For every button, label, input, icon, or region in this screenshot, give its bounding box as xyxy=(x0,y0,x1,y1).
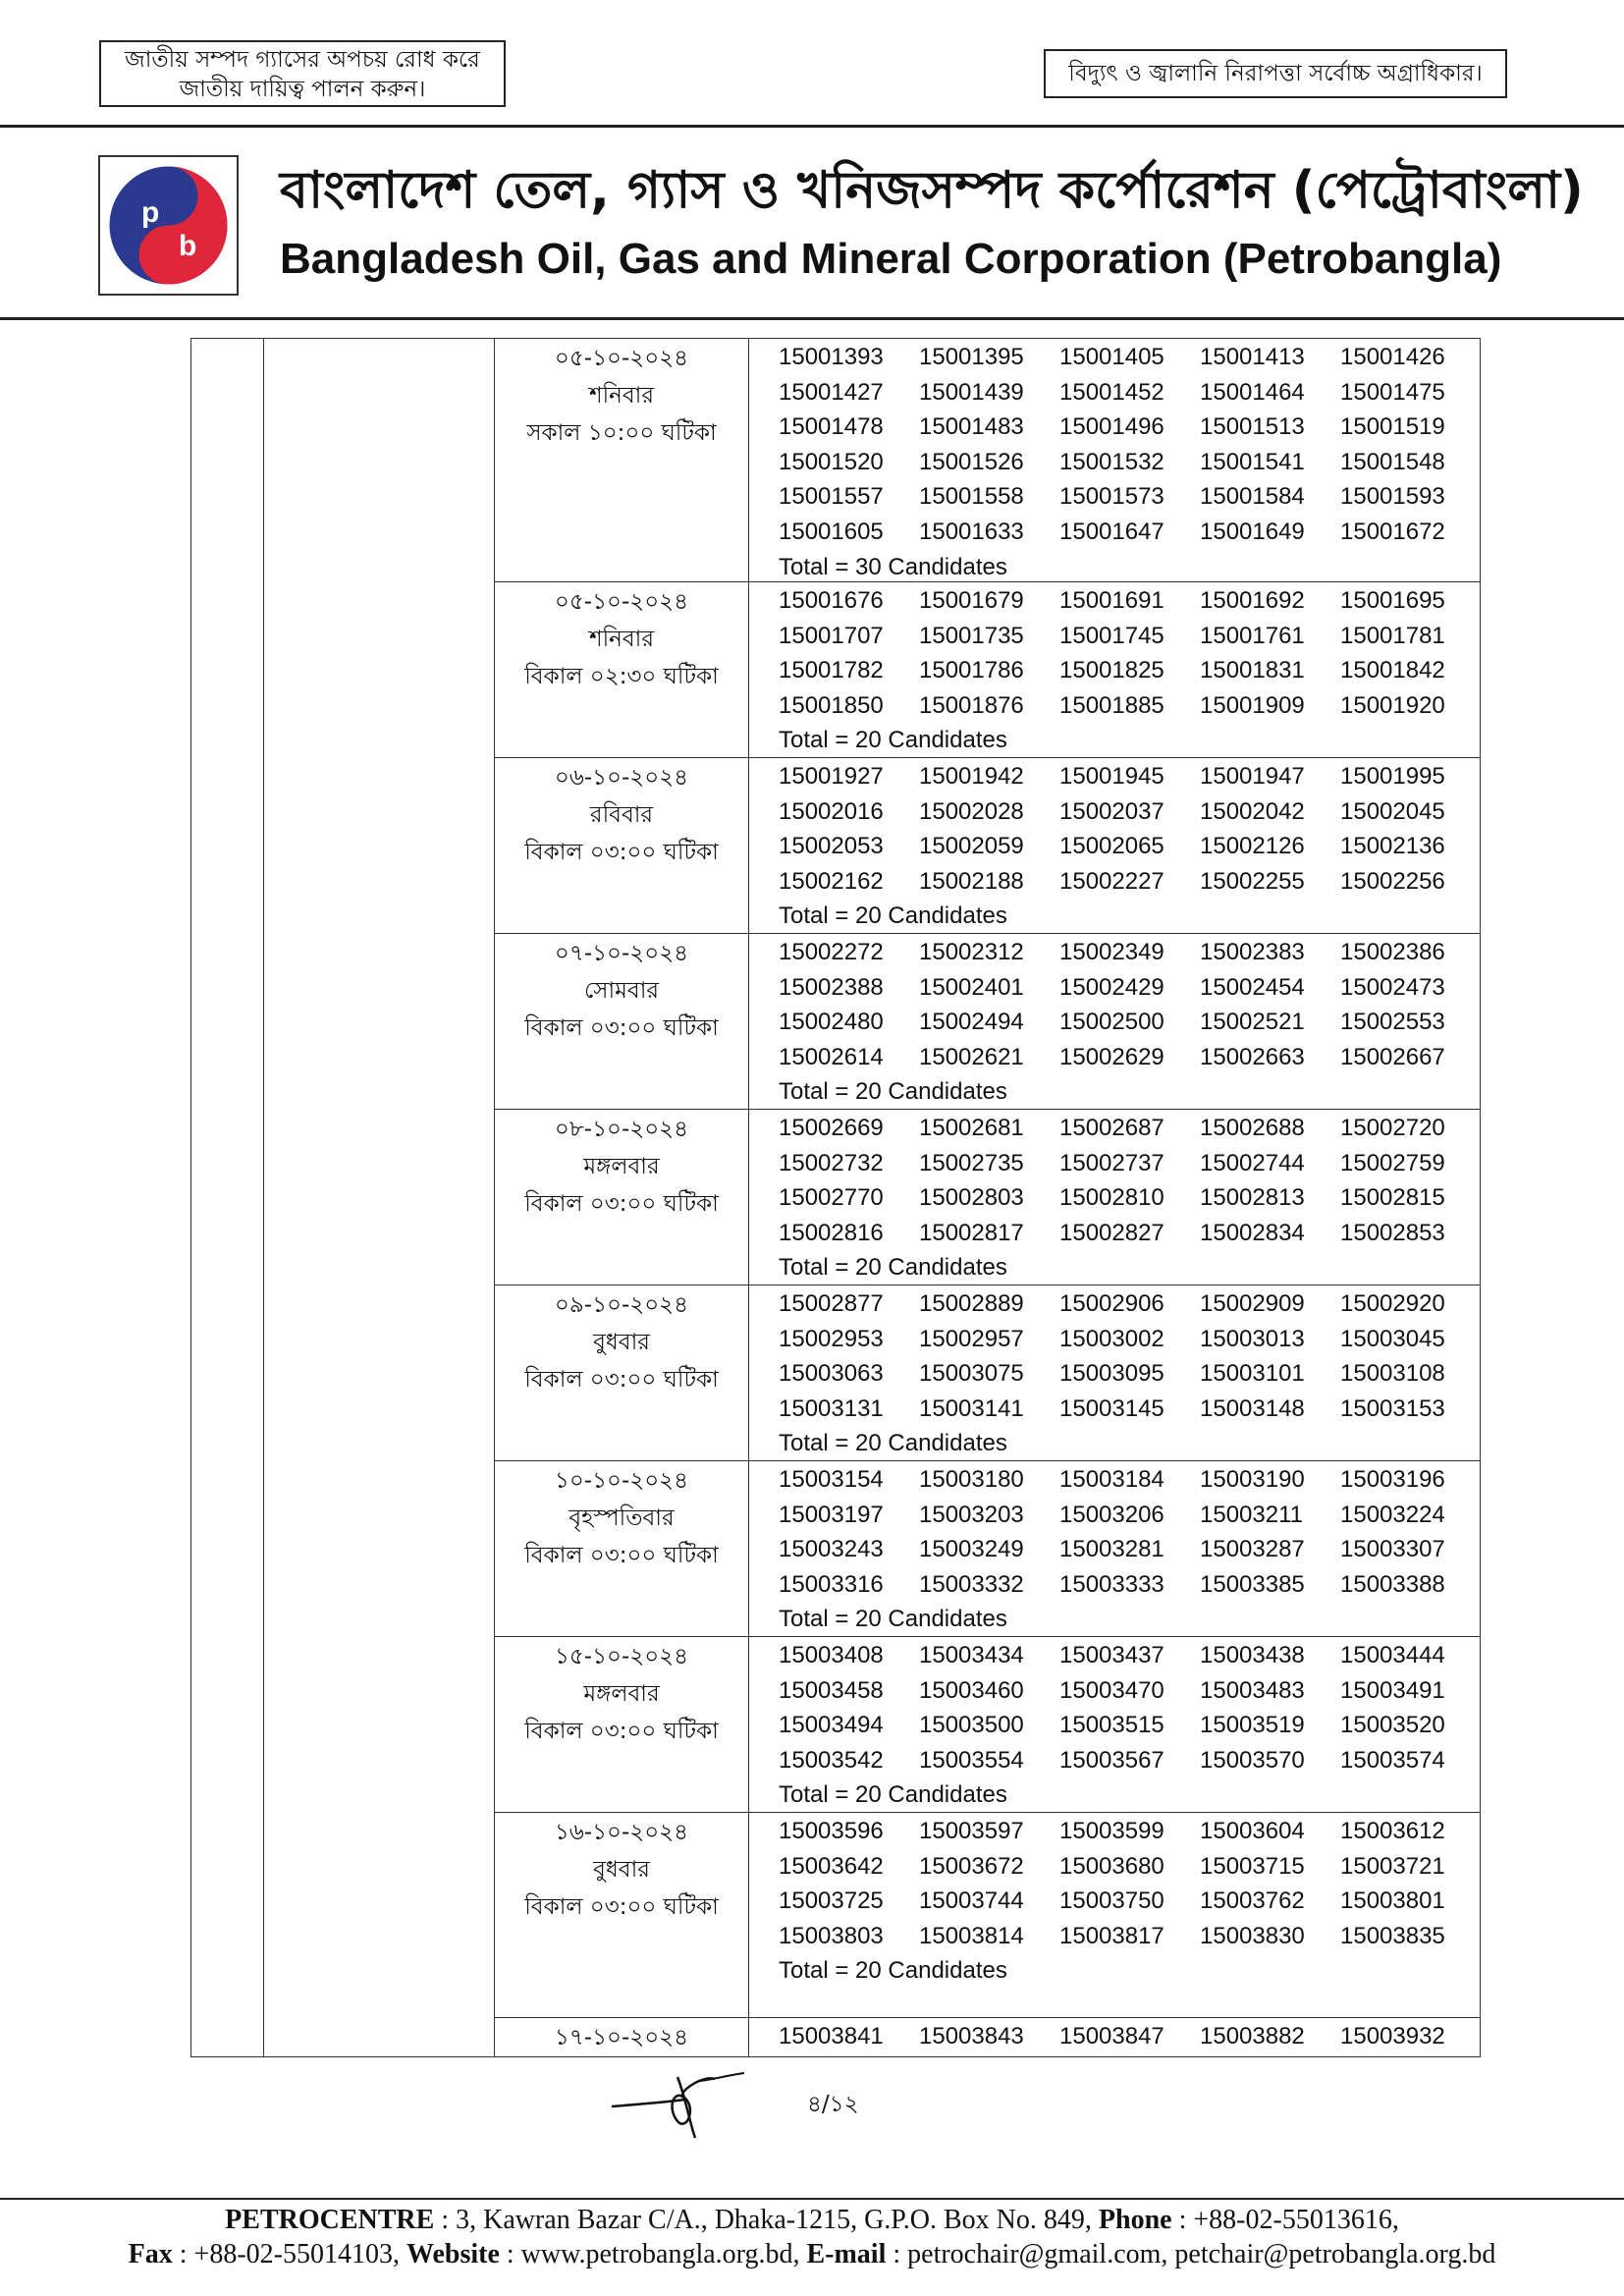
table-column-divider xyxy=(748,338,749,2057)
roll-number: 15002429 xyxy=(1059,973,1164,1001)
roll-number: 15003211 xyxy=(1200,1501,1303,1528)
schedule-date: ০৯-১০-২০২৪ xyxy=(554,1292,689,1318)
footer-phone: : +88-02-55013616, xyxy=(1171,2205,1399,2235)
roll-number: 15003206 xyxy=(1059,1501,1164,1528)
roll-number: 15003197 xyxy=(779,1501,884,1528)
roll-number: 15003385 xyxy=(1200,1570,1305,1598)
roll-number: 15002853 xyxy=(1340,1219,1445,1246)
roll-number: 15001395 xyxy=(919,344,1024,370)
roll-number: 15001426 xyxy=(1340,344,1445,370)
roll-number: 15002454 xyxy=(1200,973,1305,1001)
schedule-row-divider xyxy=(494,2017,1481,2018)
roll-number: 15003249 xyxy=(919,1536,1024,1563)
roll-number: 15001593 xyxy=(1340,483,1445,511)
roll-number: 15003721 xyxy=(1340,1852,1445,1880)
roll-number: 15003145 xyxy=(1059,1394,1164,1422)
roll-number: 15002669 xyxy=(779,1115,884,1141)
roll-number: 15001519 xyxy=(1340,413,1445,441)
roll-number: 15002813 xyxy=(1200,1184,1305,1212)
roll-number: 15001842 xyxy=(1340,657,1445,684)
schedule-day: বুধবার xyxy=(593,1330,650,1355)
schedule-day: বুধবার xyxy=(593,1857,650,1883)
roll-number: 15002126 xyxy=(1200,833,1305,860)
schedule-date-cell xyxy=(495,2019,748,2056)
roll-number: 15001647 xyxy=(1059,519,1164,545)
roll-number: 15001831 xyxy=(1200,657,1305,684)
roll-number: 15001695 xyxy=(1340,587,1445,614)
candidate-total: Total = 20 Candidates xyxy=(779,1430,1007,1457)
roll-number: 15003045 xyxy=(1340,1325,1445,1352)
roll-number: 15002759 xyxy=(1340,1149,1445,1176)
roll-number: 15001584 xyxy=(1200,483,1305,511)
schedule-row-divider xyxy=(494,933,1481,934)
roll-number: 15001995 xyxy=(1340,763,1445,790)
schedule-time: বিকাল ০৩:০০ ঘটিকা xyxy=(524,1015,719,1041)
schedule-date-cell xyxy=(495,1814,748,1926)
roll-number: 15003108 xyxy=(1340,1360,1445,1388)
roll-number: 15003567 xyxy=(1059,1746,1164,1774)
roll-number: 15002386 xyxy=(1340,939,1445,965)
roll-number: 15003830 xyxy=(1200,1922,1305,1949)
roll-number: 15003715 xyxy=(1200,1852,1305,1880)
roll-number: 15002494 xyxy=(919,1009,1024,1036)
roll-number: 15003672 xyxy=(919,1852,1024,1880)
page-number: ৪/১২ xyxy=(807,2092,859,2117)
roll-number: 15002059 xyxy=(919,833,1024,860)
roll-number: 15001876 xyxy=(919,691,1024,719)
schedule-row-divider xyxy=(494,581,1481,582)
schedule-date: ১০-১০-২০২৪ xyxy=(554,1468,689,1494)
roll-number: 15003458 xyxy=(779,1676,884,1704)
roll-number: 15002803 xyxy=(919,1184,1024,1212)
schedule-time: সকাল ১০:০০ ঘটিকা xyxy=(526,420,717,446)
roll-number: 15001605 xyxy=(779,519,884,545)
roll-number: 15003203 xyxy=(919,1501,1024,1528)
roll-number: 15001692 xyxy=(1200,587,1305,614)
roll-number: 15002953 xyxy=(779,1325,884,1352)
slogan-box-left xyxy=(99,40,506,107)
footer-website: : www.petrobangla.org.bd, xyxy=(499,2239,807,2269)
roll-number: 15003519 xyxy=(1200,1712,1305,1739)
roll-number: 15002770 xyxy=(779,1184,884,1212)
roll-number: 15002388 xyxy=(779,973,884,1001)
roll-number: 15003002 xyxy=(1059,1325,1164,1352)
roll-number: 15003574 xyxy=(1340,1746,1445,1774)
roll-number: 15003095 xyxy=(1059,1360,1164,1388)
schedule-row-divider xyxy=(494,1460,1481,1461)
roll-number: 15001782 xyxy=(779,657,884,684)
org-name-english: Bangladesh Oil, Gas and Mineral Corporation (Petrobangla) xyxy=(280,235,1502,283)
footer-website-label: Website xyxy=(406,2239,500,2269)
schedule-time: বিকাল ০৩:০০ ঘটিকা xyxy=(524,1367,719,1393)
svg-text:b: b xyxy=(179,230,197,262)
roll-number: 15003332 xyxy=(919,1570,1024,1598)
roll-number: 15002810 xyxy=(1059,1184,1164,1212)
org-name-bangla: বাংলাদেশ তেল, গ্যাস ও খনিজসম্পদ কর্পোরেশন (পেট্রোবাংলা) xyxy=(280,161,1584,220)
roll-number: 15002687 xyxy=(1059,1115,1164,1141)
candidate-total: Total = 20 Candidates xyxy=(779,1078,1007,1106)
schedule-date-cell xyxy=(495,759,748,871)
roll-number: 15003801 xyxy=(1340,1887,1445,1915)
roll-number: 15002629 xyxy=(1059,1043,1164,1070)
schedule-day: বৃহস্পতিবার xyxy=(568,1505,675,1531)
roll-number: 15003612 xyxy=(1340,1818,1445,1844)
header-divider-top xyxy=(0,125,1624,128)
roll-number: 15001439 xyxy=(919,378,1024,406)
petrobangla-logo-icon xyxy=(100,157,237,294)
schedule-date: ০৫-১০-২০২৪ xyxy=(554,589,689,615)
roll-number: 15001558 xyxy=(919,483,1024,511)
schedule-date: ১৬-১০-২০২৪ xyxy=(554,1820,689,1845)
roll-number: 15002016 xyxy=(779,797,884,825)
roll-number: 15002614 xyxy=(779,1043,884,1070)
roll-number: 15001945 xyxy=(1059,763,1164,790)
roll-number: 15002889 xyxy=(919,1290,1024,1317)
roll-number: 15002827 xyxy=(1059,1219,1164,1246)
roll-number: 15003141 xyxy=(919,1394,1024,1422)
roll-number: 15003843 xyxy=(919,2023,1024,2050)
roll-number: 15003542 xyxy=(779,1746,884,1774)
roll-number: 15003287 xyxy=(1200,1536,1305,1563)
roll-number: 15002957 xyxy=(919,1325,1024,1352)
roll-number: 15002732 xyxy=(779,1149,884,1176)
roll-number: 15001548 xyxy=(1340,448,1445,475)
roll-number: 15003750 xyxy=(1059,1887,1164,1915)
roll-number: 15003307 xyxy=(1340,1536,1445,1563)
roll-number: 15001885 xyxy=(1059,691,1164,719)
candidate-total: Total = 20 Candidates xyxy=(779,1606,1007,1633)
signature-icon xyxy=(607,2067,754,2146)
roll-number: 15003438 xyxy=(1200,1642,1305,1668)
roll-number: 15003224 xyxy=(1340,1501,1445,1528)
slogan-left-line2: জাতীয় দায়িত্ব পালন করুন। xyxy=(179,77,426,102)
schedule-time: বিকাল ০৩:০০ ঘটিকা xyxy=(524,840,719,865)
roll-number: 15002256 xyxy=(1340,867,1445,895)
roll-number: 15002401 xyxy=(919,973,1024,1001)
roll-number: 15003075 xyxy=(919,1360,1024,1388)
roll-number: 15001761 xyxy=(1200,622,1305,649)
roll-number: 15003148 xyxy=(1200,1394,1305,1422)
candidate-total: Total = 20 Candidates xyxy=(779,1254,1007,1282)
roll-number: 15003882 xyxy=(1200,2023,1305,2050)
roll-number: 15001927 xyxy=(779,763,884,790)
roll-number: 15001452 xyxy=(1059,378,1164,406)
svg-text:p: p xyxy=(141,196,160,229)
roll-number: 15003101 xyxy=(1200,1360,1305,1388)
schedule-date-cell xyxy=(495,1462,748,1574)
footer-fax-label: Fax xyxy=(128,2239,173,2269)
roll-number: 15001526 xyxy=(919,448,1024,475)
roll-number: 15002162 xyxy=(779,867,884,895)
roll-number: 15001942 xyxy=(919,763,1024,790)
roll-number: 15002042 xyxy=(1200,797,1305,825)
roll-number: 15002553 xyxy=(1340,1009,1445,1036)
roll-number: 15002480 xyxy=(779,1009,884,1036)
roll-number: 15001405 xyxy=(1059,344,1164,370)
roll-number: 15003243 xyxy=(779,1536,884,1563)
roll-number: 15003491 xyxy=(1340,1676,1445,1704)
logo-frame xyxy=(98,155,239,296)
roll-number: 15001649 xyxy=(1200,519,1305,545)
roll-number: 15003725 xyxy=(779,1887,884,1915)
roll-number: 15002188 xyxy=(919,867,1024,895)
roll-number: 15002053 xyxy=(779,833,884,860)
candidate-total: Total = 30 Candidates xyxy=(779,553,1007,580)
roll-number: 15003444 xyxy=(1340,1642,1445,1668)
schedule-day: সোমবার xyxy=(583,978,660,1004)
roll-number: 15003408 xyxy=(779,1642,884,1668)
roll-number: 15001691 xyxy=(1059,587,1164,614)
roll-number: 15003333 xyxy=(1059,1570,1164,1598)
roll-number: 15003388 xyxy=(1340,1570,1445,1598)
roll-number: 15001633 xyxy=(919,519,1024,545)
schedule-date: ১৫-১০-২০২৪ xyxy=(554,1644,689,1669)
roll-number: 15003013 xyxy=(1200,1325,1305,1352)
roll-number: 15002909 xyxy=(1200,1290,1305,1317)
roll-number: 15001393 xyxy=(779,344,884,370)
roll-number: 15003131 xyxy=(779,1394,884,1422)
roll-number: 15001825 xyxy=(1059,657,1164,684)
roll-number: 15002045 xyxy=(1340,797,1445,825)
roll-number: 15001909 xyxy=(1200,691,1305,719)
roll-number: 15002065 xyxy=(1059,833,1164,860)
roll-number: 15001679 xyxy=(919,587,1024,614)
roll-number: 15001850 xyxy=(779,691,884,719)
footer-divider xyxy=(0,2198,1624,2200)
roll-number: 15002817 xyxy=(919,1219,1024,1246)
roll-number: 15001573 xyxy=(1059,483,1164,511)
roll-number: 15001532 xyxy=(1059,448,1164,475)
roll-number: 15002720 xyxy=(1340,1115,1445,1141)
schedule-date-cell xyxy=(495,583,748,695)
roll-number: 15002255 xyxy=(1200,867,1305,895)
footer-phone-label: Phone xyxy=(1098,2205,1172,2235)
roll-number: 15002906 xyxy=(1059,1290,1164,1317)
roll-number: 15001735 xyxy=(919,622,1024,649)
roll-number: 15003190 xyxy=(1200,1466,1305,1493)
roll-number: 15002500 xyxy=(1059,1009,1164,1036)
schedule-row-divider xyxy=(494,1636,1481,1637)
roll-number: 15003434 xyxy=(919,1642,1024,1668)
schedule-time: বিকাল ০৩:০০ ঘটিকা xyxy=(524,1894,719,1920)
roll-number: 15003817 xyxy=(1059,1922,1164,1949)
roll-number: 15002681 xyxy=(919,1115,1024,1141)
roll-number: 15003515 xyxy=(1059,1712,1164,1739)
schedule-row-divider xyxy=(494,757,1481,758)
roll-number: 15003316 xyxy=(779,1570,884,1598)
roll-number: 15001557 xyxy=(779,483,884,511)
roll-number: 15002621 xyxy=(919,1043,1024,1070)
roll-number: 15003494 xyxy=(779,1712,884,1739)
schedule-date: ০৭-১০-২০২৪ xyxy=(554,941,689,966)
header-divider-bottom xyxy=(0,317,1624,320)
roll-number: 15003762 xyxy=(1200,1887,1305,1915)
roll-number: 15002521 xyxy=(1200,1009,1305,1036)
roll-number: 15001464 xyxy=(1200,378,1305,406)
roll-number: 15003570 xyxy=(1200,1746,1305,1774)
schedule-date-cell xyxy=(495,340,748,452)
schedule-date-cell xyxy=(495,1638,748,1750)
schedule-date-cell xyxy=(495,1111,748,1223)
roll-number: 15002688 xyxy=(1200,1115,1305,1141)
roll-number: 15003604 xyxy=(1200,1818,1305,1844)
roll-number: 15001541 xyxy=(1200,448,1305,475)
roll-number: 15002815 xyxy=(1340,1184,1445,1212)
schedule-date-cell xyxy=(495,1286,748,1398)
roll-number: 15003814 xyxy=(919,1922,1024,1949)
roll-number: 15003680 xyxy=(1059,1852,1164,1880)
roll-number: 15001520 xyxy=(779,448,884,475)
roll-number: 15002816 xyxy=(779,1219,884,1246)
roll-number: 15001513 xyxy=(1200,413,1305,441)
schedule-day: মঙ্গলবার xyxy=(583,1681,660,1707)
roll-number: 15003063 xyxy=(779,1360,884,1388)
roll-number: 15002136 xyxy=(1340,833,1445,860)
roll-number: 15003744 xyxy=(919,1887,1024,1915)
roll-number: 15002920 xyxy=(1340,1290,1445,1317)
roll-number: 15002877 xyxy=(779,1290,884,1317)
schedule-time: বিকাল ০৩:০০ ঘটিকা xyxy=(524,1543,719,1568)
roll-number: 15003847 xyxy=(1059,2023,1164,2050)
roll-number: 15002667 xyxy=(1340,1043,1445,1070)
roll-number: 15001781 xyxy=(1340,622,1445,649)
roll-number: 15002028 xyxy=(919,797,1024,825)
roll-number: 15003154 xyxy=(779,1466,884,1493)
schedule-date: ০৬-১০-২০২৪ xyxy=(554,765,689,791)
roll-number: 15001427 xyxy=(779,378,884,406)
roll-number: 15003460 xyxy=(919,1676,1024,1704)
schedule-date: ০৫-১০-২০২৪ xyxy=(554,346,689,371)
table-column-divider xyxy=(263,338,264,2057)
roll-number: 15001478 xyxy=(779,413,884,441)
roll-number: 15003841 xyxy=(779,2023,884,2050)
roll-number: 15001676 xyxy=(779,587,884,614)
schedule-day: মঙ্গলবার xyxy=(583,1154,660,1179)
roll-number: 15001475 xyxy=(1340,378,1445,406)
footer-email: : petrochair@gmail.com, petchair@petrobangla.org.bd xyxy=(886,2239,1496,2269)
roll-number: 15001707 xyxy=(779,622,884,649)
roll-number: 15002737 xyxy=(1059,1149,1164,1176)
roll-number: 15001920 xyxy=(1340,691,1445,719)
schedule-date-cell xyxy=(495,935,748,1047)
roll-number: 15002834 xyxy=(1200,1219,1305,1246)
roll-number: 15001483 xyxy=(919,413,1024,441)
roll-number: 15003642 xyxy=(779,1852,884,1880)
roll-number: 15001745 xyxy=(1059,622,1164,649)
roll-number: 15003184 xyxy=(1059,1466,1164,1493)
roll-number: 15002735 xyxy=(919,1149,1024,1176)
roll-number: 15002663 xyxy=(1200,1043,1305,1070)
roll-number: 15003932 xyxy=(1340,2023,1445,2050)
roll-number: 15002473 xyxy=(1340,973,1445,1001)
schedule-day: রবিবার xyxy=(589,802,654,828)
roll-number: 15003597 xyxy=(919,1818,1024,1844)
footer-line-2 xyxy=(0,2239,1624,2270)
candidate-total: Total = 20 Candidates xyxy=(779,1781,1007,1809)
schedule-day: শনিবার xyxy=(588,627,655,652)
footer-address: : 3, Kawran Bazar C/A., Dhaka-1215, G.P.O. Box No. 849, xyxy=(434,2205,1099,2235)
roll-number: 15003153 xyxy=(1340,1394,1445,1422)
roll-number: 15003596 xyxy=(779,1818,884,1844)
roll-number: 15003437 xyxy=(1059,1642,1164,1668)
roll-number: 15003470 xyxy=(1059,1676,1164,1704)
footer-email-label: E-mail xyxy=(806,2239,887,2269)
roll-number: 15002037 xyxy=(1059,797,1164,825)
roll-number: 15002349 xyxy=(1059,939,1164,965)
candidate-total: Total = 20 Candidates xyxy=(779,1957,1007,1985)
footer-line-1 xyxy=(0,2205,1624,2236)
candidate-total: Total = 20 Candidates xyxy=(779,727,1007,754)
roll-number: 15001672 xyxy=(1340,519,1445,545)
roll-number: 15002383 xyxy=(1200,939,1305,965)
schedule-date: ১৭-১০-২০২৪ xyxy=(554,2025,689,2050)
schedule-date: ০৮-১০-২০২৪ xyxy=(554,1117,689,1142)
roll-number: 15001786 xyxy=(919,657,1024,684)
slogan-right: বিদ্যুৎ ও জ্বালানি নিরাপত্তা সর্বোচ্চ অগ্রাধিকার। xyxy=(1068,61,1483,86)
roll-number: 15001413 xyxy=(1200,344,1305,370)
roll-number: 15003196 xyxy=(1340,1466,1445,1493)
schedule-time: বিকাল ০৩:০০ ঘটিকা xyxy=(524,1719,719,1744)
roll-number: 15003180 xyxy=(919,1466,1024,1493)
roll-number: 15003599 xyxy=(1059,1818,1164,1844)
roll-number: 15002744 xyxy=(1200,1149,1305,1176)
footer-petrocentre-label: PETROCENTRE xyxy=(225,2205,435,2235)
candidate-total: Total = 20 Candidates xyxy=(779,902,1007,930)
roll-number: 15003835 xyxy=(1340,1922,1445,1949)
roll-number: 15001947 xyxy=(1200,763,1305,790)
roll-number: 15003520 xyxy=(1340,1712,1445,1739)
schedule-time: বিকাল ০৩:০০ ঘটিকা xyxy=(524,1191,719,1217)
schedule-row-divider xyxy=(494,1109,1481,1110)
slogan-left-line1: জাতীয় সম্পদ গ্যাসের অপচয় রোধ করে xyxy=(125,47,480,73)
schedule-time: বিকাল ০২:৩০ ঘটিকা xyxy=(524,664,719,689)
roll-number: 15003281 xyxy=(1059,1536,1164,1563)
roll-number: 15002227 xyxy=(1059,867,1164,895)
schedule-row-divider xyxy=(494,1812,1481,1813)
roll-number: 15003500 xyxy=(919,1712,1024,1739)
roll-number: 15002312 xyxy=(919,939,1024,965)
schedule-day: শনিবার xyxy=(588,383,655,409)
roll-number: 15001496 xyxy=(1059,413,1164,441)
roll-number: 15003483 xyxy=(1200,1676,1305,1704)
roll-number: 15003554 xyxy=(919,1746,1024,1774)
roll-number: 15002272 xyxy=(779,939,884,965)
slogan-box-right xyxy=(1044,49,1507,98)
roll-number: 15003803 xyxy=(779,1922,884,1949)
footer-fax: : +88-02-55014103, xyxy=(172,2239,406,2269)
